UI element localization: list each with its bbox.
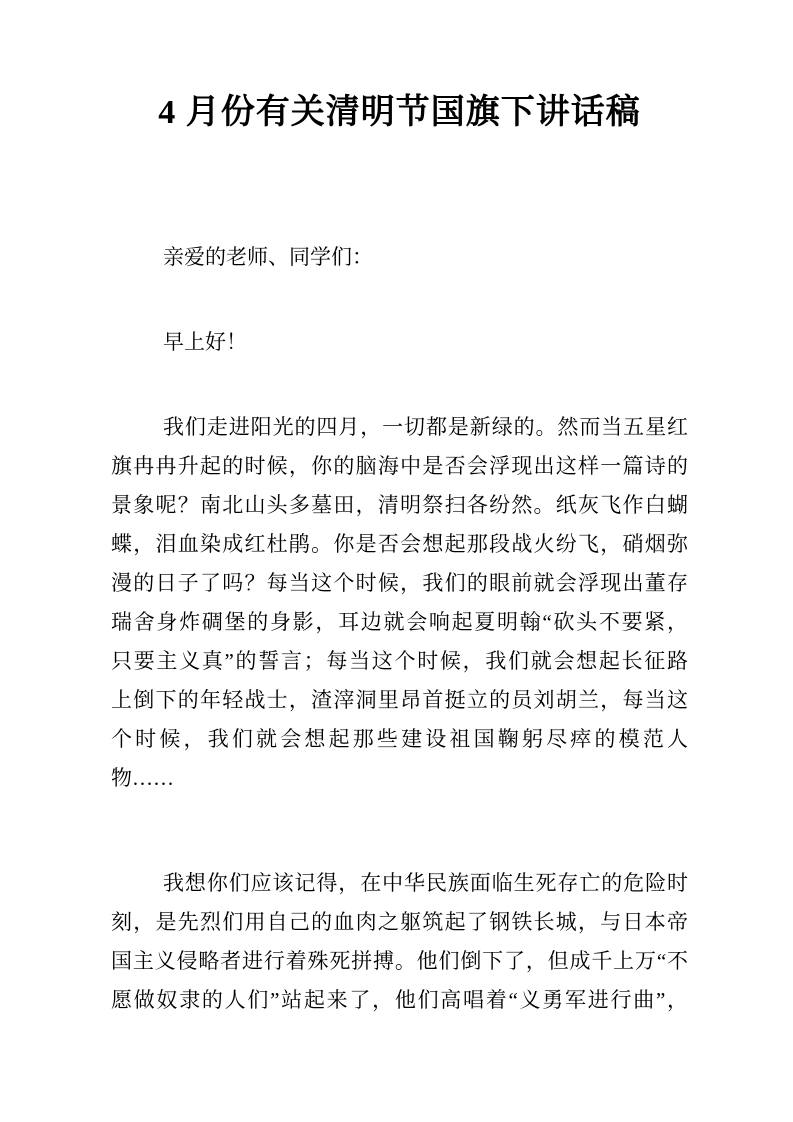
text-line: 物…… [111, 766, 174, 790]
text-line: 上倒下的年轻战士，渣滓洞里昂首挺立的员刘胡兰，每当这 [111, 688, 688, 712]
text-line: 愿做奴隶的人们”站起来了，他们高唱着“义勇军进行曲”， [111, 988, 688, 1012]
text-line: 漫的日子了吗？每当这个时候，我们的眼前就会浮现出董存 [111, 571, 688, 595]
document-body [111, 238, 688, 1020]
paragraph [111, 323, 688, 362]
text-line: 我们走进阳光的四月，一切都是新绿的。然而当五星红 [163, 415, 688, 439]
text-line: 旗冉冉升起的时候，你的脑海中是否会浮现出这样一篇诗的 [111, 454, 688, 478]
text-line: 景象呢？南北山头多墓田，清明祭扫各纷然。纸灰飞作白蝴 [111, 493, 688, 517]
paragraph [111, 238, 688, 277]
text-line: 刻，是先烈们用自己的血肉之躯筑起了钢铁长城，与日本帝 [111, 910, 688, 934]
text-line: 个时候，我们就会想起那些建设祖国鞠躬尽瘁的模范人 [111, 727, 688, 751]
paragraph [111, 864, 688, 1020]
text-line: 蝶，泪血染成红杜鹃。你是否会想起那段战火纷飞，硝烟弥 [111, 532, 688, 556]
text-line: 只要主义真”的誓言；每当这个时候，我们就会想起长征路 [111, 649, 688, 673]
text-line: 我想你们应该记得，在中华民族面临生死存亡的危险时 [163, 871, 688, 895]
paragraph [111, 408, 688, 798]
text-line: 早上好！ [163, 330, 247, 354]
document-title: 4 月份有关清明节国旗下讲话稿 [158, 94, 641, 131]
text-line: 亲爱的老师、同学们： [163, 245, 373, 269]
text-line: 国主义侵略者进行着殊死拼搏。他们倒下了，但成千上万“不 [111, 949, 688, 973]
text-line: 瑞舍身炸碉堡的身影，耳边就会响起夏明翰“砍头不要紧， [111, 610, 688, 634]
